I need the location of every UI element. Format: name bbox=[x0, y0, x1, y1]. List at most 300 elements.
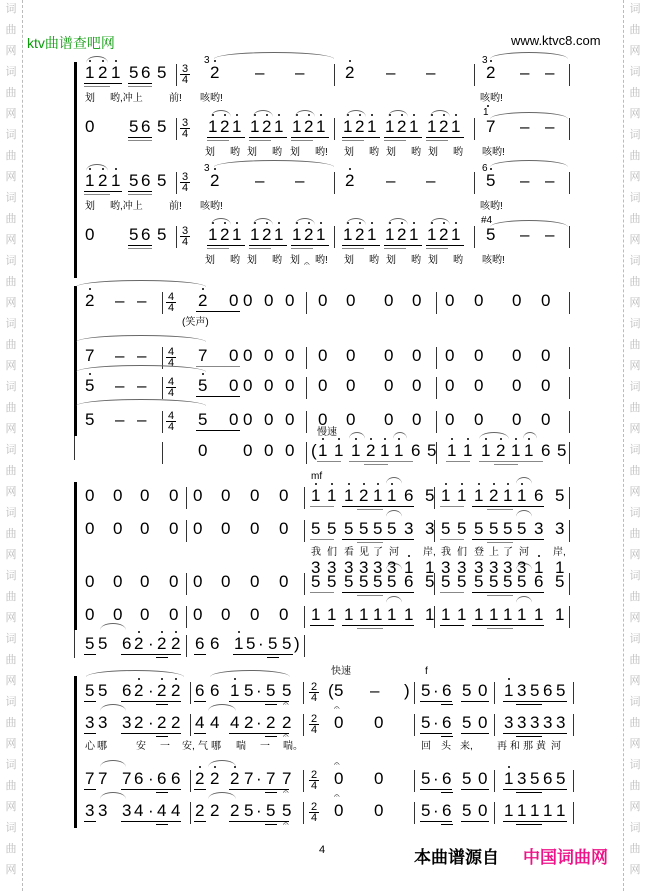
beam-underline bbox=[265, 704, 277, 705]
note: 5 bbox=[387, 519, 397, 538]
note: 2 bbox=[230, 769, 240, 788]
slur bbox=[214, 160, 334, 167]
note: 0 bbox=[229, 346, 239, 365]
lyric: 黄 bbox=[536, 741, 546, 752]
watermark-char: 词 bbox=[5, 3, 17, 15]
barline bbox=[186, 635, 187, 657]
note: 3 bbox=[373, 558, 383, 577]
watermark-char: 词 bbox=[5, 633, 17, 645]
note: 2 bbox=[439, 117, 449, 136]
barline bbox=[474, 172, 475, 194]
note: 1 bbox=[292, 117, 302, 136]
dot-extension: · bbox=[256, 681, 262, 700]
lyric: 我 bbox=[311, 547, 321, 558]
beam-underline bbox=[229, 701, 289, 702]
barline bbox=[303, 770, 304, 792]
system-bracket bbox=[74, 482, 77, 630]
watermark-char: 曲 bbox=[5, 87, 17, 99]
note: 0 bbox=[374, 769, 384, 788]
note: 5 bbox=[85, 410, 95, 429]
note: 1 bbox=[530, 801, 540, 820]
beam-underline bbox=[84, 83, 122, 84]
note: 5 bbox=[129, 117, 139, 136]
watermark-char: 曲 bbox=[629, 528, 641, 540]
slur bbox=[490, 160, 568, 167]
barline bbox=[569, 573, 570, 595]
barline bbox=[434, 520, 435, 542]
lyric: 再 bbox=[497, 741, 507, 752]
dash: – bbox=[137, 346, 147, 365]
dot-extension: · bbox=[256, 713, 262, 732]
note: 1 bbox=[543, 801, 553, 820]
high-octave-dot bbox=[490, 60, 492, 62]
note: 0 bbox=[474, 346, 484, 365]
beam-underline bbox=[461, 733, 489, 734]
high-octave-dot bbox=[115, 168, 117, 170]
note: 0 bbox=[229, 376, 239, 395]
barline bbox=[569, 520, 570, 542]
beam-underline bbox=[156, 736, 168, 737]
watermark-char: 词 bbox=[629, 381, 641, 393]
beam-underline bbox=[461, 789, 489, 790]
beam-underline bbox=[342, 506, 414, 507]
watermark-char: 词 bbox=[629, 822, 641, 834]
watermark-char: 曲 bbox=[5, 402, 17, 414]
watermark-char: 曲 bbox=[5, 276, 17, 288]
barline bbox=[74, 436, 75, 460]
beam-underline bbox=[384, 245, 422, 246]
beam-underline bbox=[503, 701, 567, 702]
lyric: 喘。 bbox=[283, 741, 303, 752]
note: 0 bbox=[541, 376, 551, 395]
note: 3 bbox=[404, 519, 414, 538]
barline bbox=[569, 172, 570, 194]
beam-underline bbox=[196, 396, 240, 397]
tempo-marking: 快速 bbox=[331, 666, 351, 677]
note: 3 bbox=[556, 713, 566, 732]
dash: – bbox=[115, 410, 125, 429]
lyric: 哪 bbox=[97, 741, 107, 752]
beam-underline bbox=[229, 789, 289, 790]
note: 1 bbox=[311, 605, 321, 624]
watermark-char: 网 bbox=[629, 801, 641, 813]
high-octave-dot bbox=[377, 483, 379, 485]
note: 1 bbox=[327, 486, 337, 505]
lyric: 回 bbox=[421, 741, 431, 752]
beam-underline bbox=[364, 464, 388, 465]
watermark-char: 曲 bbox=[629, 591, 641, 603]
watermark-char: 网 bbox=[5, 738, 17, 750]
note: 6 bbox=[141, 171, 151, 190]
lyric: 划 bbox=[247, 255, 257, 266]
site-name: ktv曲谱查吧网 bbox=[27, 35, 115, 51]
note: 5 bbox=[462, 713, 472, 732]
note: 1 bbox=[359, 605, 369, 624]
watermark-char: 曲 bbox=[5, 717, 17, 729]
note: 0 bbox=[229, 410, 239, 429]
laugh-annotation: (笑声) bbox=[182, 317, 209, 328]
note: 0 bbox=[85, 117, 95, 136]
dot-extension: · bbox=[148, 769, 154, 788]
site-url[interactable]: www.ktvc8.com bbox=[511, 33, 601, 48]
watermark-char: 网 bbox=[629, 675, 641, 687]
note: 0 bbox=[478, 713, 488, 732]
barline bbox=[74, 630, 75, 658]
note: 1 bbox=[457, 486, 467, 505]
beam-underline bbox=[128, 245, 152, 246]
high-octave-dot bbox=[538, 555, 540, 557]
tempo-marking: 慢速 bbox=[317, 427, 337, 438]
note: 1 bbox=[367, 117, 377, 136]
note: 1 bbox=[385, 117, 395, 136]
time-signature: 4 4 bbox=[167, 346, 175, 369]
barline bbox=[436, 411, 437, 433]
barline bbox=[303, 682, 304, 704]
note: 5 bbox=[334, 681, 344, 700]
watermark-char: 词 bbox=[629, 129, 641, 141]
note: 0 bbox=[445, 410, 455, 429]
note: 1 bbox=[555, 605, 565, 624]
beam-underline bbox=[440, 506, 464, 507]
note: 0 bbox=[113, 605, 123, 624]
note: 2 bbox=[496, 441, 506, 460]
beam-underline bbox=[487, 595, 513, 596]
note: 2 bbox=[134, 634, 144, 653]
beam-underline bbox=[310, 506, 334, 507]
note: 0 bbox=[318, 346, 328, 365]
beam-underline bbox=[128, 83, 152, 84]
note: 0 bbox=[412, 291, 422, 310]
slur bbox=[295, 110, 315, 117]
lyric: 哟 bbox=[453, 255, 463, 266]
watermark-char: 词 bbox=[5, 129, 17, 141]
note: 0 bbox=[285, 291, 295, 310]
note: 5 bbox=[556, 769, 566, 788]
grace-note: 1 bbox=[483, 107, 489, 118]
note: 5 bbox=[486, 171, 496, 190]
note: 5 bbox=[489, 572, 499, 591]
beam-underline bbox=[503, 789, 567, 790]
note: 7 bbox=[85, 346, 95, 365]
time-signature: 3 4 bbox=[181, 225, 189, 248]
slur bbox=[208, 760, 236, 767]
barline bbox=[176, 118, 177, 140]
note: 5 bbox=[129, 63, 139, 82]
slur bbox=[393, 432, 407, 439]
beam-underline bbox=[194, 789, 206, 790]
watermark-char: 网 bbox=[5, 549, 17, 561]
dot-extension: · bbox=[148, 681, 154, 700]
lyric: 咳哟! bbox=[200, 201, 223, 212]
dot-extension: · bbox=[148, 713, 154, 732]
barline bbox=[303, 802, 304, 824]
watermark-char: 曲 bbox=[629, 717, 641, 729]
slur bbox=[388, 218, 408, 225]
watermark-char: 曲 bbox=[5, 150, 17, 162]
lyric: 哟 bbox=[411, 147, 421, 158]
barline bbox=[573, 802, 574, 824]
slur bbox=[516, 477, 532, 484]
high-octave-dot bbox=[348, 483, 350, 485]
note: 5 bbox=[503, 572, 513, 591]
barline bbox=[176, 226, 177, 248]
note: 2 bbox=[359, 486, 369, 505]
barline bbox=[304, 573, 305, 595]
barline bbox=[162, 411, 163, 433]
watermark-char: 词 bbox=[5, 759, 17, 771]
note: 6 bbox=[442, 801, 452, 820]
lyric: 河 bbox=[551, 741, 561, 752]
slur bbox=[388, 110, 408, 117]
source-brand[interactable]: 中国词曲网 bbox=[523, 848, 608, 867]
note: 6 bbox=[210, 634, 220, 653]
beam-underline bbox=[84, 733, 96, 734]
high-octave-dot bbox=[487, 105, 489, 107]
dash: – bbox=[520, 117, 530, 136]
note: 6 bbox=[442, 769, 452, 788]
lyric: 哟 bbox=[230, 255, 240, 266]
beam-underline bbox=[121, 733, 181, 734]
note: 0 bbox=[318, 291, 328, 310]
beam-underline bbox=[229, 821, 289, 822]
note: 2 bbox=[366, 441, 376, 460]
note: 1 bbox=[318, 441, 328, 460]
note: 5 bbox=[282, 801, 292, 820]
note: 0 bbox=[169, 605, 179, 624]
note: 5 bbox=[462, 681, 472, 700]
note: 5 bbox=[98, 634, 108, 653]
high-octave-dot bbox=[508, 678, 510, 680]
high-octave-dot bbox=[515, 438, 517, 440]
note: 4 bbox=[230, 713, 240, 732]
barline bbox=[573, 714, 574, 736]
barline bbox=[176, 64, 177, 86]
lyric: 气 bbox=[198, 741, 208, 752]
beam-underline bbox=[487, 628, 513, 629]
high-octave-dot bbox=[384, 438, 386, 440]
beam-underline bbox=[196, 311, 240, 312]
beam-underline bbox=[229, 733, 289, 734]
beam-underline bbox=[420, 821, 452, 822]
dot-extension: · bbox=[256, 801, 262, 820]
note: 5 bbox=[246, 634, 256, 653]
note: 6 bbox=[543, 681, 553, 700]
note: 5 bbox=[425, 486, 435, 505]
beam-underline bbox=[121, 821, 181, 822]
barline bbox=[569, 606, 570, 628]
note: 5 bbox=[266, 801, 276, 820]
note: 5 bbox=[462, 769, 472, 788]
slur bbox=[386, 477, 402, 484]
watermark-char: 曲 bbox=[629, 465, 641, 477]
beam-underline bbox=[494, 464, 518, 465]
barline bbox=[434, 606, 435, 628]
note: 0 bbox=[384, 376, 394, 395]
note: 5 bbox=[244, 801, 254, 820]
note: 3 bbox=[311, 558, 321, 577]
note: 2 bbox=[157, 681, 167, 700]
note: 0 bbox=[346, 376, 356, 395]
note: 5 bbox=[557, 441, 567, 460]
lyric: 划 bbox=[290, 255, 300, 266]
note: 7 bbox=[282, 769, 292, 788]
note: 2 bbox=[171, 713, 181, 732]
beam-underline bbox=[121, 789, 181, 790]
slur bbox=[430, 218, 450, 225]
barline bbox=[334, 226, 335, 248]
lyric: 划 bbox=[428, 255, 438, 266]
note: 0 bbox=[250, 605, 260, 624]
beam-underline bbox=[420, 733, 452, 734]
note: 0 bbox=[512, 346, 522, 365]
beam-underline bbox=[342, 137, 380, 138]
note: 6 bbox=[442, 713, 452, 732]
watermark-char: 词 bbox=[5, 570, 17, 582]
note: 1 bbox=[250, 117, 260, 136]
note: 1 bbox=[250, 225, 260, 244]
note: 1 bbox=[504, 681, 514, 700]
watermark-char: 网 bbox=[5, 612, 17, 624]
dash: – bbox=[115, 291, 125, 310]
beam-underline bbox=[342, 592, 414, 593]
note: 7 bbox=[266, 769, 276, 788]
time-signature: 2 4 bbox=[310, 681, 318, 704]
beam-underline bbox=[472, 539, 544, 540]
watermark-char: 词 bbox=[5, 66, 17, 78]
note: 2 bbox=[230, 801, 240, 820]
beam-underline bbox=[267, 657, 279, 658]
watermark-char: 网 bbox=[5, 45, 17, 57]
beam-underline bbox=[446, 461, 470, 462]
note: 0 bbox=[229, 291, 239, 310]
beam-underline bbox=[196, 366, 240, 367]
watermark-char: 曲 bbox=[629, 24, 641, 36]
slur bbox=[76, 365, 206, 372]
beam-underline bbox=[121, 654, 181, 655]
high-octave-dot bbox=[467, 438, 469, 440]
watermark-char: 曲 bbox=[5, 213, 17, 225]
high-octave-dot bbox=[278, 114, 280, 116]
watermark-char: 曲 bbox=[629, 843, 641, 855]
note: 1 bbox=[427, 225, 437, 244]
slur bbox=[211, 218, 231, 225]
note: 0 bbox=[445, 346, 455, 365]
barline bbox=[569, 64, 570, 86]
note: 7 bbox=[85, 769, 95, 788]
beam-underline bbox=[420, 701, 452, 702]
barline bbox=[494, 770, 495, 792]
note: 6 bbox=[404, 572, 414, 591]
watermark-char: 曲 bbox=[5, 654, 17, 666]
note: 1 bbox=[489, 605, 499, 624]
beam-underline bbox=[128, 137, 152, 138]
note: 5 bbox=[474, 519, 484, 538]
barline bbox=[569, 411, 570, 433]
note: 2 bbox=[244, 713, 254, 732]
note: 0 bbox=[250, 572, 260, 591]
barline bbox=[162, 292, 163, 314]
beam-underline bbox=[342, 248, 364, 249]
note: 3 bbox=[555, 519, 565, 538]
beam-underline bbox=[384, 140, 406, 141]
barline bbox=[434, 487, 435, 509]
note: 2 bbox=[195, 801, 205, 820]
high-octave-dot bbox=[89, 288, 91, 290]
note: 0 bbox=[334, 769, 344, 788]
time-signature: 3 4 bbox=[181, 117, 189, 140]
lyric: 喘 bbox=[236, 741, 246, 752]
barline bbox=[306, 377, 307, 399]
note: 3 bbox=[122, 713, 132, 732]
dot-extension: · bbox=[433, 801, 439, 820]
beam-underline bbox=[441, 824, 453, 825]
barline bbox=[176, 172, 177, 194]
watermark-char: 网 bbox=[629, 360, 641, 372]
note: 4 bbox=[210, 713, 220, 732]
note: 1 bbox=[503, 605, 513, 624]
note: 0 bbox=[85, 572, 95, 591]
note: 0 bbox=[279, 486, 289, 505]
note: 1 bbox=[425, 558, 435, 577]
lyric: 哟,冲上 bbox=[110, 93, 143, 104]
beam-underline bbox=[342, 625, 414, 626]
note: 3 bbox=[122, 801, 132, 820]
note: 5 bbox=[359, 572, 369, 591]
note: 5 bbox=[489, 519, 499, 538]
note: 5 bbox=[503, 519, 513, 538]
note: 5 bbox=[327, 572, 337, 591]
lyric: 我 bbox=[441, 547, 451, 558]
note: 7 bbox=[122, 769, 132, 788]
note: 2 bbox=[266, 713, 276, 732]
beam-underline bbox=[207, 140, 229, 141]
note: 0 bbox=[412, 376, 422, 395]
barline bbox=[306, 347, 307, 369]
note: 5 bbox=[282, 681, 292, 700]
beam-underline bbox=[249, 248, 271, 249]
note: 1 bbox=[387, 605, 397, 624]
note: 2 bbox=[171, 634, 181, 653]
note: 0 bbox=[193, 519, 203, 538]
dash: – bbox=[137, 410, 147, 429]
watermark-char: 网 bbox=[629, 864, 641, 876]
high-octave-dot bbox=[349, 60, 351, 62]
slur bbox=[346, 218, 366, 225]
barline bbox=[414, 770, 415, 792]
note: 6 bbox=[541, 441, 551, 460]
high-octave-dot bbox=[315, 483, 317, 485]
note: 0 bbox=[474, 376, 484, 395]
beam-underline bbox=[472, 625, 544, 626]
note: 0 bbox=[318, 410, 328, 429]
watermark-char: 曲 bbox=[629, 150, 641, 162]
note: 2 bbox=[262, 225, 272, 244]
beam-underline bbox=[207, 245, 245, 246]
high-octave-dot bbox=[175, 678, 177, 680]
note: 1 bbox=[385, 225, 395, 244]
barline bbox=[306, 442, 307, 464]
watermark-char: 网 bbox=[5, 234, 17, 246]
lyric: 划 bbox=[205, 255, 215, 266]
high-octave-dot bbox=[214, 60, 216, 62]
note: 5 bbox=[198, 376, 208, 395]
beam-underline bbox=[128, 248, 152, 249]
beam-underline bbox=[265, 736, 277, 737]
note: 2 bbox=[157, 634, 167, 653]
dash: – bbox=[137, 291, 147, 310]
watermark-char: 网 bbox=[629, 45, 641, 57]
dot-extension: · bbox=[256, 769, 262, 788]
